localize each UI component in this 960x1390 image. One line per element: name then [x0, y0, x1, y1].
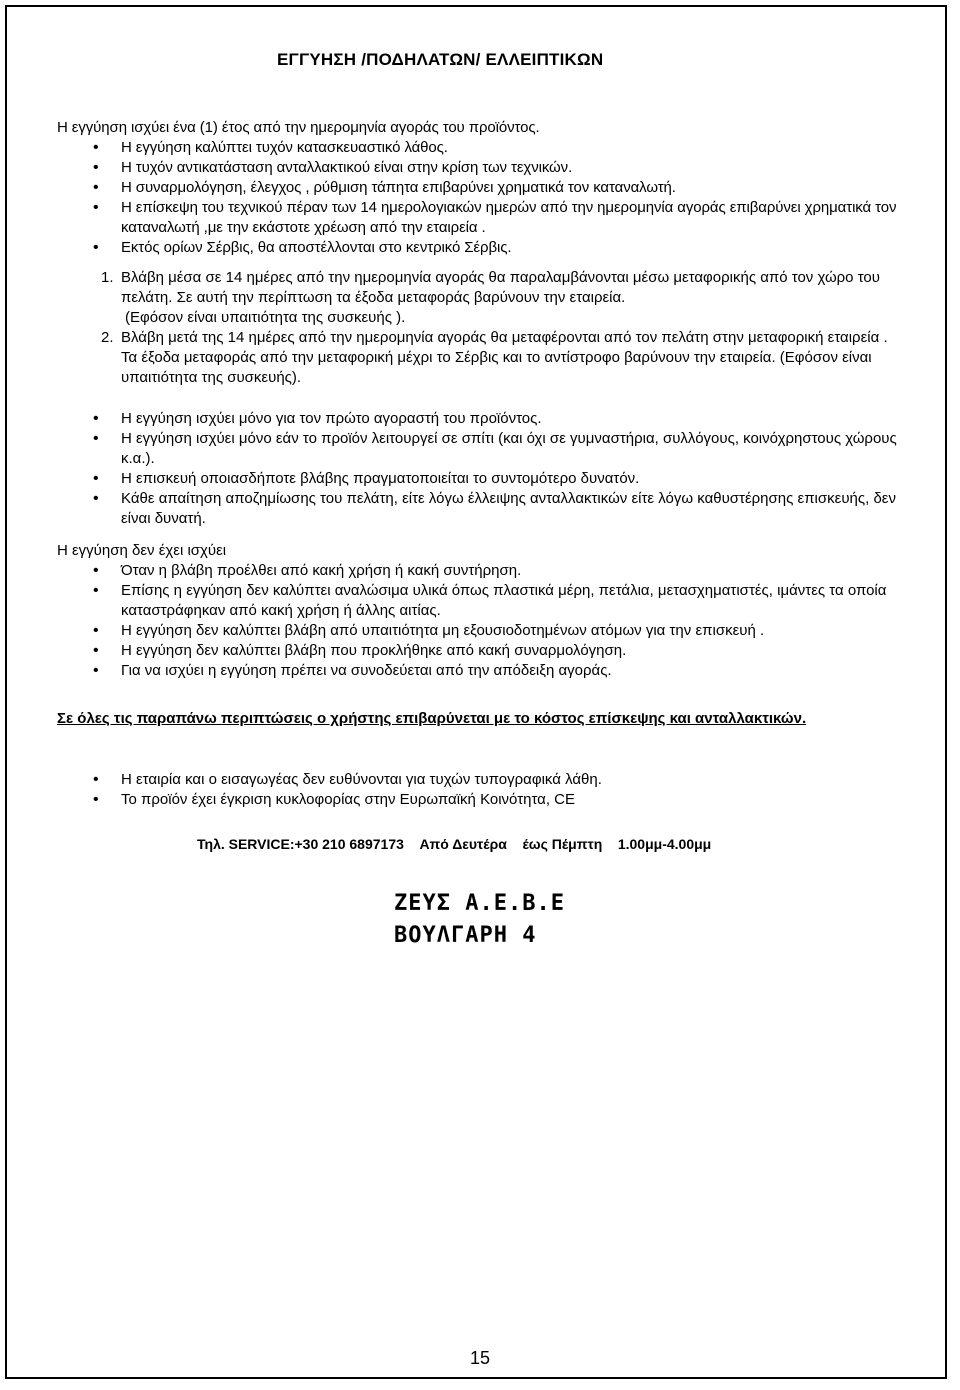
coverage-list	[57, 138, 907, 258]
numbered-case	[57, 268, 907, 308]
case-note	[57, 308, 907, 328]
page-number: 15	[470, 1348, 491, 1368]
case-text: Βλάβη μετά της 14 ημέρες από την ημερομηνία αγοράς θα μεταφέρονται από τον πελάτη στην μεταφορική εταιρεία . Τα έξοδα μεταφοράς από την μεταφορική μέχρι το Σέρβις και το αντίστροφο βαρύνουν την εταιρεία. (Εφόσον είναι υπαιτιότητα της συσκευής).	[121, 329, 888, 386]
list-item: • Για να ισχύει η εγγύηση πρέπει να συνοδεύεται από την απόδειξη αγοράς.	[57, 661, 907, 681]
company-address: ΒΟΥΛΓΑΡΗ 4	[394, 923, 537, 948]
company-name: ΖΕΥΣ Α.Ε.Β.Ε	[394, 891, 565, 916]
list-item: • Κάθε απαίτηση αποζημίωσης του πελάτη, είτε λόγω έλλειψης ανταλλακτικών είτε λόγω καθυστέρησης επισκευής, δεν είναι δυνατή.	[57, 489, 907, 529]
list-item: • Η συναρμολόγηση, έλεγχος , ρύθμιση τάπητα επιβαρύνει χρηματικά τον καταναλωτή.	[57, 178, 907, 198]
list-item: • Επίσης η εγγύηση δεν καλύπτει αναλώσιμα υλικά όπως πλαστικά μέρη, πετάλια, μετασχηματιστές, ιμάντες τα οποία καταστράφηκαν από κακή χρήση ή άλλης αιτίας.	[57, 581, 907, 621]
document-title: ΕΓΓΥΗΣΗ /ΠΟΔΗΛΑΤΩΝ/ ΕΛΛΕΙΠΤΙΚΩΝ	[277, 50, 604, 69]
list-item: • Η εγγύηση ισχύει μόνο εάν το προϊόν λειτουργεί σε σπίτι (και όχι σε γυμναστήρια, συλλόγους, κοινόχρηστους χώρους κ.α.).	[57, 429, 907, 469]
cost-note: Σε όλες τις παραπάνω περιπτώσεις ο χρήστης επιβαρύνεται με το κόστος επίσκεψης και ανταλλακτικών.	[57, 710, 807, 727]
case-number: 1.	[101, 269, 114, 286]
exclusions-list	[57, 561, 907, 681]
list-item: • Η εγγύηση δεν καλύπτει βλάβη από υπαιτιότητα μη εξουσιοδοτημένων ατόμων για την επισκευή .	[57, 621, 907, 641]
list-item: • Η εγγύηση καλύπτει τυχόν κατασκευαστικό λάθος.	[57, 138, 907, 158]
case-number: 2.	[101, 329, 114, 346]
list-item: • Η εταιρία και ο εισαγωγέας δεν ευθύνονται για τυχών τυπογραφικά λάθη.	[57, 770, 907, 790]
service-contact: Τηλ. SERVICE:+30 210 6897173 Από Δευτέρα έως Πέμπτη 1.00μμ-4.00μμ	[197, 836, 712, 852]
exclusions-heading: Η εγγύηση δεν έχει ισχύει	[57, 542, 227, 559]
case-text: (Εφόσον είναι υπαιτιότητα της συσκευής ).	[125, 309, 406, 326]
list-item: • Η επίσκεψη του τεχνικού πέραν των 14 ημερολογιακών ημερών από την ημερομηνία αγοράς επιβαρύνει χρηματικά τον καταναλωτή ,με την εκάστοτε χρέωση από την εταιρεία .	[57, 198, 907, 238]
list-item: • Η τυχόν αντικατάσταση ανταλλακτικού είναι στην κρίση των τεχνικών.	[57, 158, 907, 178]
list-item: • Όταν η βλάβη προέλθει από κακή χρήση ή κακή συντήρηση.	[57, 561, 907, 581]
numbered-case	[57, 328, 907, 388]
list-item: • Η επισκευή οποιασδήποτε βλάβης πραγματοποιείται το συντομότερο δυνατόν.	[57, 469, 907, 489]
list-item: • Το προϊόν έχει έγκριση κυκλοφορίας στην Ευρωπαϊκή Κοινότητα, CE	[57, 790, 907, 810]
conditions-list	[57, 409, 907, 529]
numbered-cases	[57, 268, 907, 388]
disclaimer-list	[57, 770, 907, 810]
list-item: • Εκτός ορίων Σέρβις, θα αποστέλλονται στο κεντρικό Σέρβις.	[57, 238, 907, 258]
case-text: Βλάβη μέσα σε 14 ημέρες από την ημερομηνία αγοράς θα παραλαμβάνονται μέσω μεταφορικής από τον χώρο του πελάτη. Σε αυτή την περίπτωση τα έξοδα μεταφοράς βαρύνουν την εταιρεία.	[121, 269, 880, 306]
list-item: • Η εγγύηση ισχύει μόνο για τον πρώτο αγοραστή του προϊόντος.	[57, 409, 907, 429]
list-item: • Η εγγύηση δεν καλύπτει βλάβη που προκλήθηκε από κακή συναρμολόγηση.	[57, 641, 907, 661]
intro-text: Η εγγύηση ισχύει ένα (1) έτος από την ημερομηνία αγοράς του προϊόντος.	[57, 119, 540, 136]
company-block	[394, 888, 565, 952]
